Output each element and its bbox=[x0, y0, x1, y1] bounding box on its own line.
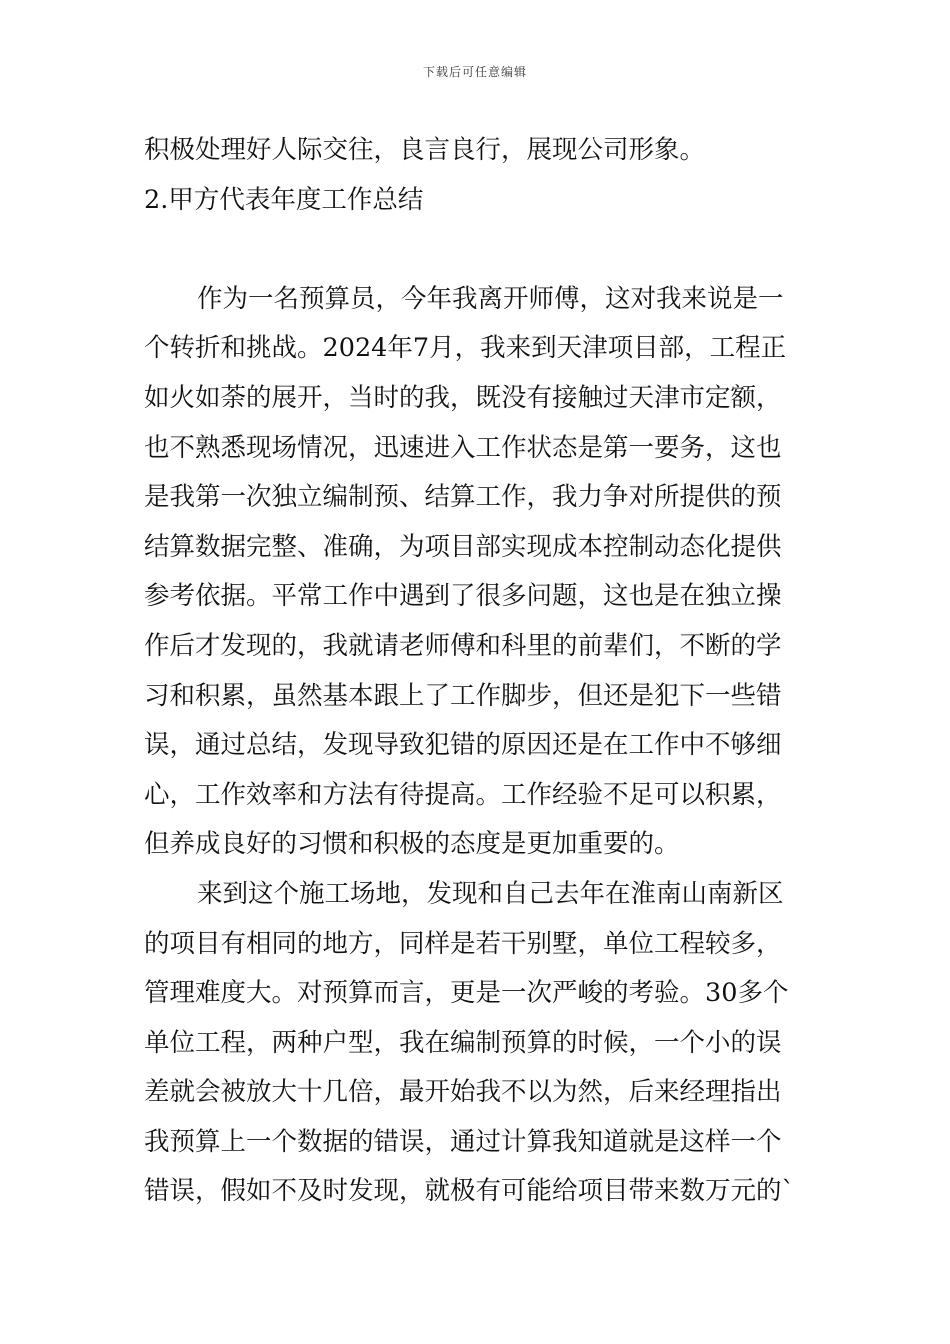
section-title: 2.甲方代表年度工作总结 bbox=[144, 184, 424, 215]
document-body bbox=[144, 126, 808, 1217]
blank-line bbox=[144, 225, 808, 275]
paragraph-line: 错误，假如不及时发现，就极有可能给项目带来数万元的` bbox=[144, 1176, 795, 1207]
paragraph-line: 如火如荼的展开，当时的我，既没有接触过天津市定额， bbox=[144, 382, 782, 413]
intro-line: 积极处理好人际交往，良言良行，展现公司形象。 bbox=[144, 135, 706, 165]
paragraph-line: 单位工程，两种户型，我在编制预算的时候，一个小的误 bbox=[144, 1027, 782, 1058]
paragraph-line: 但养成良好的习惯和积极的态度是更加重要的。 bbox=[144, 829, 680, 860]
paragraph-line: 我预算上一个数据的错误，通过计算我知道就是这样一个 bbox=[144, 1126, 782, 1157]
paragraph-line: 个转折和挑战。2024年7月，我来到天津项目部，工程正 bbox=[144, 333, 787, 364]
paragraph-line: 误，通过总结，发现导致犯错的原因还是在工作中不够细 bbox=[144, 730, 782, 761]
paragraph-line: 作后才发现的，我就请老师傅和科里的前辈们，不断的学 bbox=[144, 630, 782, 661]
paragraph-line: 是我第一次独立编制预、结算工作，我力争对所提供的预 bbox=[144, 482, 782, 513]
paragraph-line: 来到这个施工场地，发现和自己去年在淮南山南新区 bbox=[197, 878, 784, 909]
paragraph-1 bbox=[144, 275, 808, 870]
paragraph-line: 差就会被放大十几倍，最开始我不以为然，后来经理指出 bbox=[144, 1077, 782, 1108]
paragraph-line: 心，工作效率和方法有待提高。工作经验不足可以积累， bbox=[144, 779, 782, 810]
paragraph-line: 的项目有相同的地方，同样是若干别墅，单位工程较多， bbox=[144, 928, 782, 959]
paragraph-line: 管理难度大。对预算而言，更是一次严峻的考验。30多个 bbox=[144, 978, 789, 1009]
paragraph-line: 习和积累，虽然基本跟上了工作脚步，但还是犯下一些错 bbox=[144, 680, 782, 711]
paragraph-line: 参考依据。平常工作中遇到了很多问题，这也是在独立操 bbox=[144, 581, 782, 612]
page-header-note: 下载后可任意编辑 bbox=[422, 65, 527, 79]
paragraph-line: 也不熟悉现场情况，迅速进入工作状态是第一要务，这也 bbox=[144, 432, 782, 463]
paragraph-line: 作为一名预算员，今年我离开师傅，这对我来说是一 bbox=[197, 283, 784, 314]
paragraph-2 bbox=[144, 870, 808, 1217]
paragraph-line: 结算数据完整、准确，为项目部实现成本控制动态化提供 bbox=[144, 531, 782, 562]
